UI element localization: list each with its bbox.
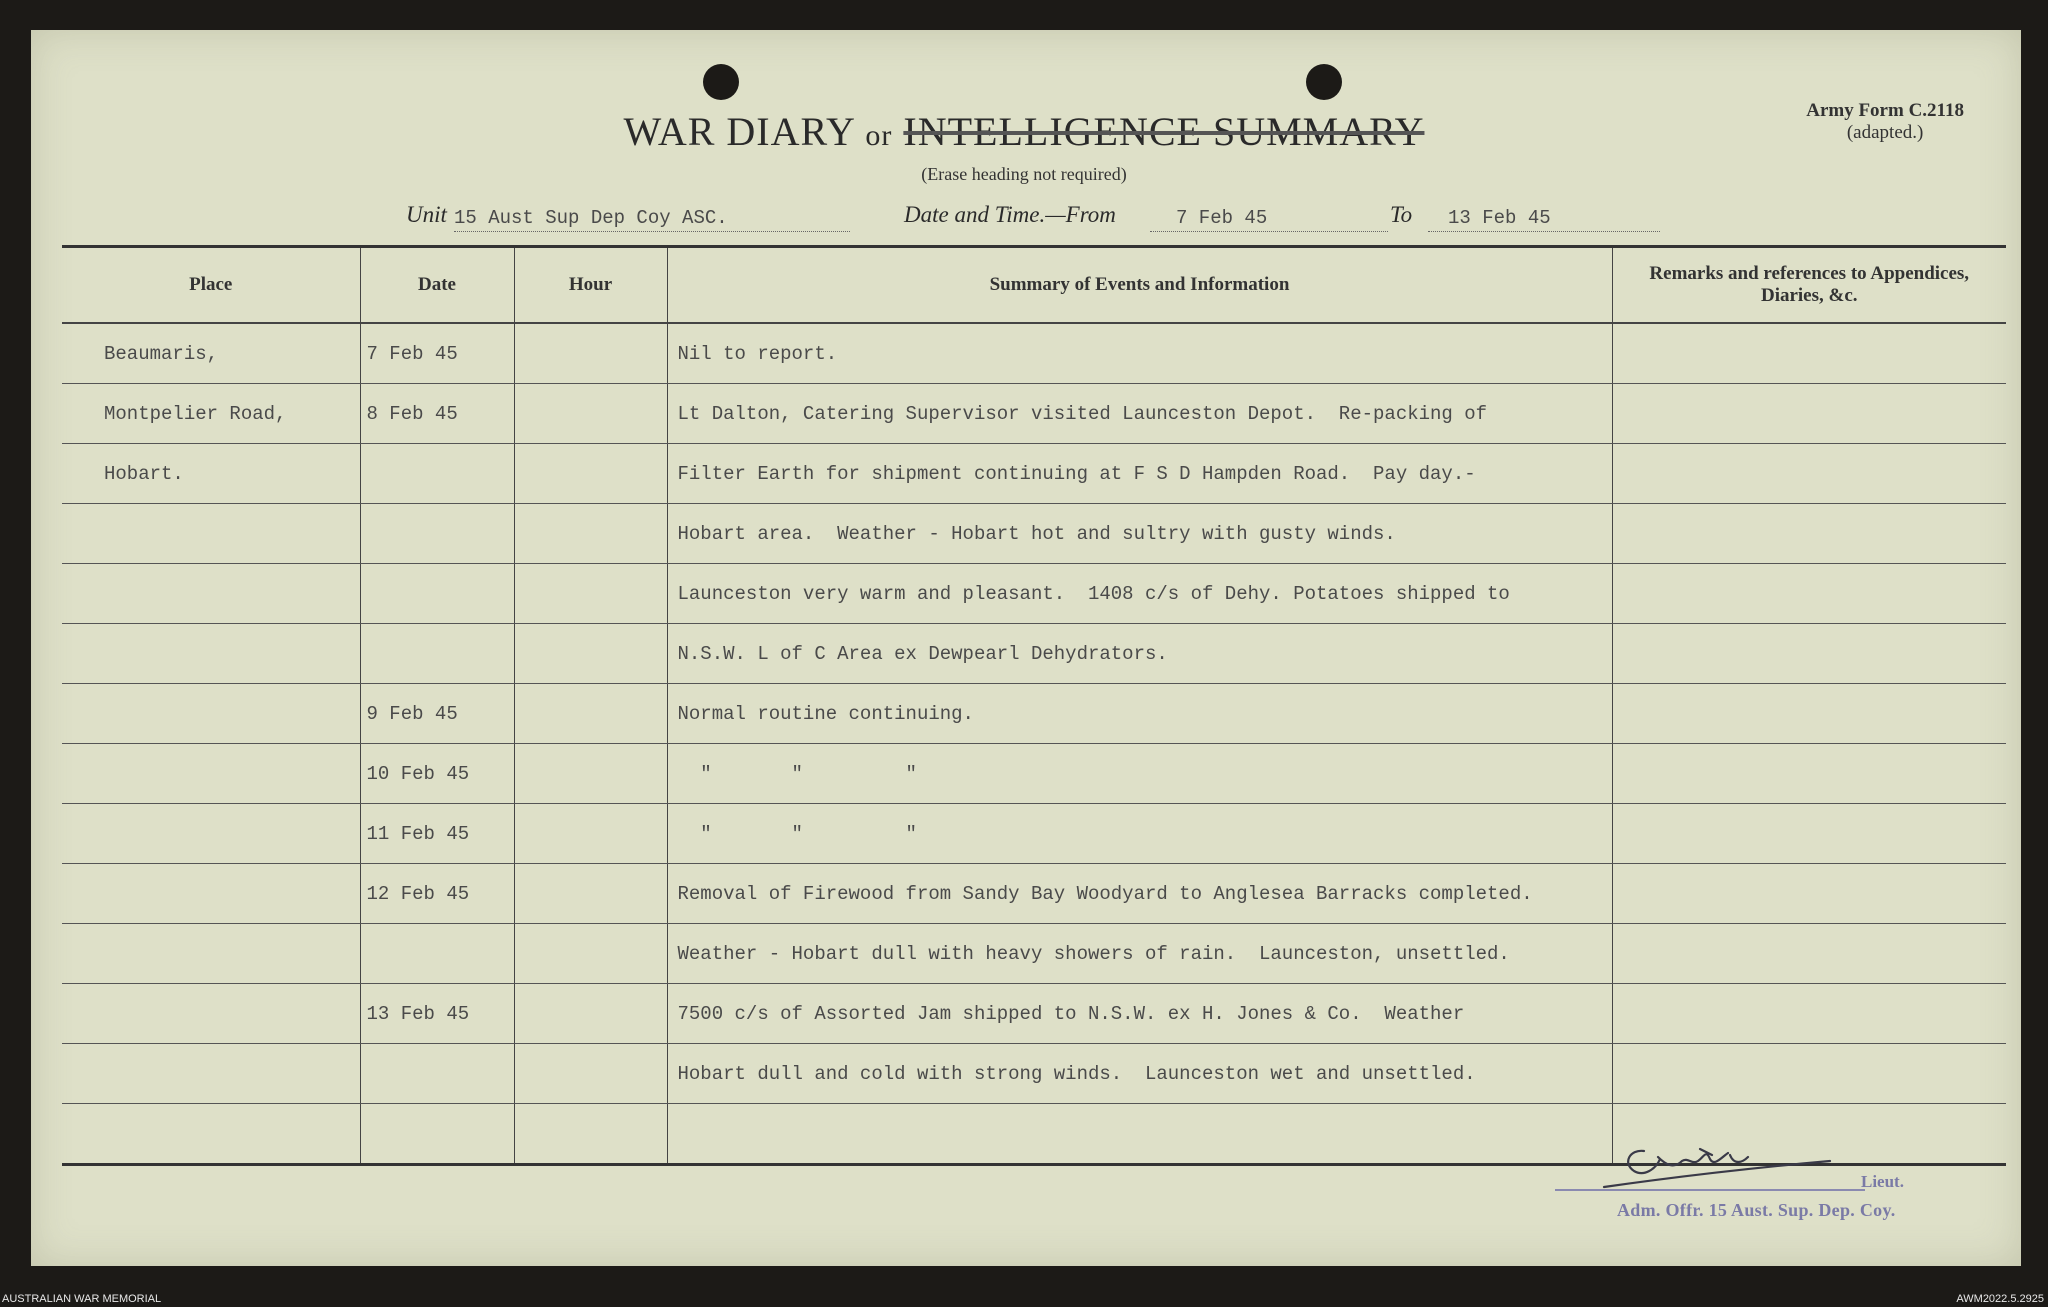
remarks-cell bbox=[1612, 504, 2006, 564]
remarks-cell bbox=[1612, 624, 2006, 684]
army-form-label: Army Form C.2118 bbox=[1806, 100, 1964, 121]
hour-cell bbox=[514, 504, 667, 564]
column-header-remarks: Remarks and references to Appendices, Diaries, &c. bbox=[1612, 247, 2006, 324]
title-or: or bbox=[865, 119, 893, 152]
place-cell bbox=[62, 864, 360, 924]
footer-accession: AWM2022.5.2925 bbox=[1956, 1293, 2044, 1305]
table-row bbox=[62, 624, 2006, 684]
table-body bbox=[62, 323, 2006, 1165]
date-cell bbox=[360, 624, 514, 684]
remarks-cell bbox=[1612, 804, 2006, 864]
hour-cell bbox=[514, 444, 667, 504]
place-cell: Hobart. bbox=[62, 444, 360, 504]
table-row bbox=[62, 864, 2006, 924]
date-cell: 7 Feb 45 bbox=[360, 323, 514, 384]
table-row bbox=[62, 804, 2006, 864]
place-cell bbox=[62, 564, 360, 624]
summary-cell: Weather - Hobart dull with heavy showers of rain. Launceston, unsettled. bbox=[667, 924, 1612, 984]
hour-cell bbox=[514, 323, 667, 384]
officer-stamp: Adm. Offr. 15 Aust. Sup. Dep. Coy. bbox=[1617, 1200, 1896, 1220]
table-row bbox=[62, 684, 2006, 744]
remarks-cell bbox=[1612, 323, 2006, 384]
to-label: To bbox=[1390, 202, 1413, 227]
remarks-cell bbox=[1612, 744, 2006, 804]
column-header-place: Place bbox=[62, 247, 360, 324]
unit-value: 15 Aust Sup Dep Coy ASC. bbox=[454, 207, 850, 232]
footer-institution: AUSTRALIAN WAR MEMORIAL bbox=[2, 1293, 162, 1305]
form-title bbox=[0, 108, 2048, 155]
table-row bbox=[62, 564, 2006, 624]
date-cell: 11 Feb 45 bbox=[360, 804, 514, 864]
place-cell bbox=[62, 504, 360, 564]
date-cell bbox=[360, 1104, 514, 1165]
hour-cell bbox=[514, 984, 667, 1044]
date-cell bbox=[360, 564, 514, 624]
date-cell: 12 Feb 45 bbox=[360, 864, 514, 924]
date-cell: 9 Feb 45 bbox=[360, 684, 514, 744]
hour-cell bbox=[514, 624, 667, 684]
summary-cell: Normal routine continuing. bbox=[667, 684, 1612, 744]
place-cell bbox=[62, 804, 360, 864]
place-cell bbox=[62, 744, 360, 804]
summary-cell: Lt Dalton, Catering Supervisor visited Launceston Depot. Re-packing of bbox=[667, 384, 1612, 444]
remarks-cell bbox=[1612, 864, 2006, 924]
remarks-cell bbox=[1612, 924, 2006, 984]
unit-label: Unit bbox=[406, 202, 447, 227]
summary-cell: Hobart area. Weather - Hobart hot and sultry with gusty winds. bbox=[667, 504, 1612, 564]
from-value: 7 Feb 45 bbox=[1150, 207, 1388, 232]
diary-table bbox=[62, 245, 2006, 1166]
hour-cell bbox=[514, 684, 667, 744]
title-war-diary: WAR DIARY bbox=[623, 109, 855, 154]
army-form-number bbox=[1806, 100, 1964, 144]
summary-cell bbox=[667, 1104, 1612, 1165]
hour-cell bbox=[514, 804, 667, 864]
summary-cell: Nil to report. bbox=[667, 323, 1612, 384]
handwritten-signature bbox=[1600, 1135, 1840, 1195]
remarks-cell bbox=[1612, 384, 2006, 444]
date-cell bbox=[360, 1044, 514, 1104]
place-cell: Beaumaris, bbox=[62, 323, 360, 384]
form-subtitle: (Erase heading not required) bbox=[921, 164, 1127, 184]
stamp-line bbox=[1555, 1189, 1865, 1191]
remarks-cell bbox=[1612, 1044, 2006, 1104]
date-cell: 8 Feb 45 bbox=[360, 384, 514, 444]
table-header-row bbox=[62, 247, 2006, 324]
hour-cell bbox=[514, 744, 667, 804]
army-form-adapted: (adapted.) bbox=[1846, 122, 1924, 143]
to-value: 13 Feb 45 bbox=[1428, 207, 1660, 232]
remarks-cell bbox=[1612, 684, 2006, 744]
table-row bbox=[62, 924, 2006, 984]
table-row bbox=[62, 984, 2006, 1044]
punch-hole-left bbox=[703, 64, 739, 100]
date-cell bbox=[360, 504, 514, 564]
place-cell bbox=[62, 684, 360, 744]
summary-cell: " " " bbox=[667, 744, 1612, 804]
summary-cell: Removal of Firewood from Sandy Bay Woodyard to Anglesea Barracks completed. bbox=[667, 864, 1612, 924]
remarks-cell bbox=[1612, 984, 2006, 1044]
table-row bbox=[62, 323, 2006, 384]
punch-hole-right bbox=[1306, 64, 1342, 100]
column-header-hour: Hour bbox=[514, 247, 667, 324]
table-row bbox=[62, 444, 2006, 504]
hour-cell bbox=[514, 1044, 667, 1104]
place-cell bbox=[62, 624, 360, 684]
place-cell bbox=[62, 984, 360, 1044]
hour-cell bbox=[514, 384, 667, 444]
date-cell: 10 Feb 45 bbox=[360, 744, 514, 804]
rank-stamp: Lieut. bbox=[1861, 1172, 1904, 1191]
column-header-summary: Summary of Events and Information bbox=[667, 247, 1612, 324]
summary-cell: " " " bbox=[667, 804, 1612, 864]
date-time-label: Date and Time.—From bbox=[904, 202, 1116, 227]
summary-cell: Hobart dull and cold with strong winds. Launceston wet and unsettled. bbox=[667, 1044, 1612, 1104]
date-cell: 13 Feb 45 bbox=[360, 984, 514, 1044]
title-intelligence-summary: INTELLIGENCE SUMMARY bbox=[903, 109, 1425, 154]
table-row bbox=[62, 384, 2006, 444]
hour-cell bbox=[514, 1104, 667, 1165]
table-row bbox=[62, 1044, 2006, 1104]
summary-cell: 7500 c/s of Assorted Jam shipped to N.S.W. ex H. Jones & Co. Weather bbox=[667, 984, 1612, 1044]
date-cell bbox=[360, 444, 514, 504]
place-cell bbox=[62, 1044, 360, 1104]
summary-cell: Launceston very warm and pleasant. 1408 c/s of Dehy. Potatoes shipped to bbox=[667, 564, 1612, 624]
table-row bbox=[62, 504, 2006, 564]
place-cell: Montpelier Road, bbox=[62, 384, 360, 444]
hour-cell bbox=[514, 924, 667, 984]
remarks-cell bbox=[1612, 444, 2006, 504]
table-row bbox=[62, 744, 2006, 804]
place-cell bbox=[62, 924, 360, 984]
hour-cell bbox=[514, 864, 667, 924]
place-cell bbox=[62, 1104, 360, 1165]
summary-cell: N.S.W. L of C Area ex Dewpearl Dehydrators. bbox=[667, 624, 1612, 684]
column-header-date: Date bbox=[360, 247, 514, 324]
summary-cell: Filter Earth for shipment continuing at F S D Hampden Road. Pay day.- bbox=[667, 444, 1612, 504]
remarks-cell bbox=[1612, 564, 2006, 624]
date-cell bbox=[360, 924, 514, 984]
hour-cell bbox=[514, 564, 667, 624]
